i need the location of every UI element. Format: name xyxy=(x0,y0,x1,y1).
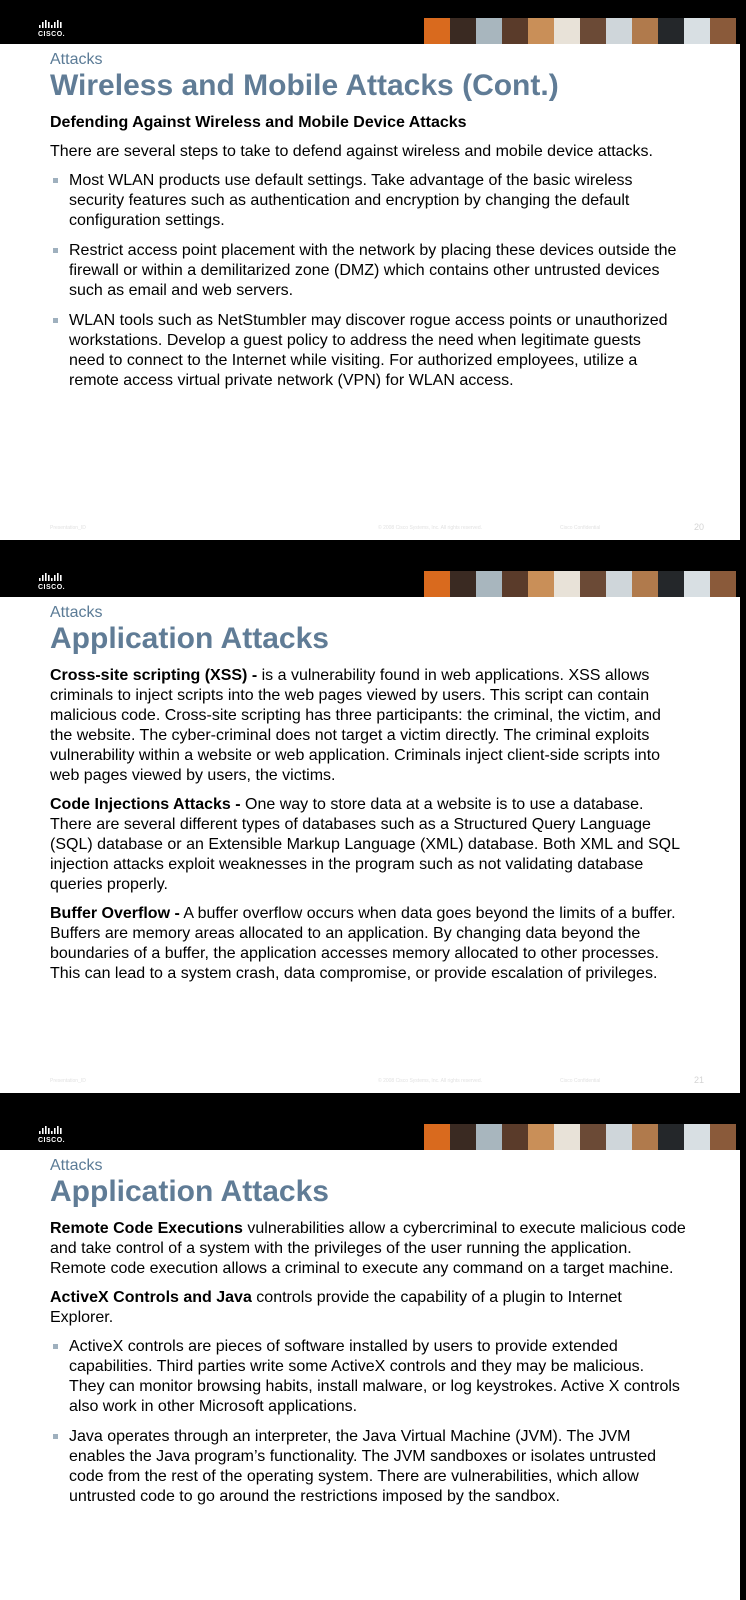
slide-number: 21 xyxy=(693,1075,704,1085)
bullet-list xyxy=(50,171,700,391)
header-photo xyxy=(580,18,606,44)
footer-presentation-id: Presentation_ID xyxy=(50,525,86,531)
cisco-bridge-icon xyxy=(38,573,64,583)
bullet-item xyxy=(50,1337,700,1417)
header-photo xyxy=(554,18,580,44)
footer-confidential: Cisco Confidential xyxy=(560,1078,601,1084)
slide-content xyxy=(0,1150,700,1507)
header-photo xyxy=(606,18,632,44)
term-description: A buffer overflow occurs when data goes beyond the limits of a buffer. Buffers are memory areas allocated to an application. By changing data beyond the boundaries of a buffer, the application accesses memory allocated to other processes. This can lead to a system crash, data compromise, or provide escalation of privileges. xyxy=(50,905,676,982)
term-label: Buffer Overflow - xyxy=(50,905,180,922)
slide-wireless-mobile-attacks xyxy=(0,0,740,540)
bullet-item xyxy=(50,241,700,301)
header-photo xyxy=(476,18,502,44)
slide-footer xyxy=(0,522,740,534)
paragraph-remote-code-execution xyxy=(50,1219,700,1279)
bullet-square-icon xyxy=(53,318,58,323)
bullet-text: ActiveX controls are pieces of software installed by users to provide extended capabilities. Third parties write some ActiveX controls and they may be malicious. They can monitor browsing habits, install malware, or log keystrokes. Active X controls also work in other Microsoft applications. xyxy=(69,1338,680,1415)
slide-application-attacks xyxy=(0,553,740,1093)
slide-content xyxy=(0,597,700,984)
bullet-item xyxy=(50,1427,700,1507)
header-photo xyxy=(450,18,476,44)
header-photo xyxy=(658,18,684,44)
bullet-text: Most WLAN products use default settings. Take advantage of the basic wireless security features such as authentication and encryption by changing the default configuration settings. xyxy=(69,172,633,229)
header-photo xyxy=(554,1124,580,1150)
bullet-square-icon xyxy=(53,1344,58,1349)
term-label: Code Injections Attacks - xyxy=(50,796,241,813)
header-photo xyxy=(606,1124,632,1150)
paragraph-activex-java xyxy=(50,1288,700,1328)
term-description: controls provide the capability of a plugin to Internet Explorer. xyxy=(50,1289,622,1326)
header-photo xyxy=(450,1124,476,1150)
header-photo xyxy=(658,571,684,597)
slide-title: Application Attacks xyxy=(50,622,329,655)
header-photo xyxy=(554,571,580,597)
slide-subheading: Defending Against Wireless and Mobile Device Attacks xyxy=(50,114,467,131)
term-label: Cross-site scripting (XSS) - xyxy=(50,667,258,684)
cisco-logo xyxy=(38,1126,72,1144)
cisco-bridge-icon xyxy=(38,20,64,30)
footer-copyright: © 2008 Cisco Systems, Inc. All rights reserved. xyxy=(378,525,483,531)
section-kicker: Attacks xyxy=(50,1157,103,1174)
bullet-square-icon xyxy=(53,248,58,253)
header-photo xyxy=(606,571,632,597)
header-photo xyxy=(632,1124,658,1150)
header-photo xyxy=(580,1124,606,1150)
bullet-text: WLAN tools such as NetStumbler may discover rogue access points or unauthorized workstations. Develop a guest policy to address the need when legitimate guests need to connect to the Internet while visiting. For authorized employees, utilize a remote access virtual private network (VPN) for WLAN access. xyxy=(69,312,668,389)
slide-title: Application Attacks xyxy=(50,1175,329,1208)
bullet-item xyxy=(50,171,700,231)
bullet-square-icon xyxy=(53,178,58,183)
bullet-item xyxy=(50,311,700,391)
slide-header xyxy=(0,0,740,44)
term-label: Remote Code Executions xyxy=(50,1220,243,1237)
slide-footer xyxy=(0,1075,740,1087)
section-kicker: Attacks xyxy=(50,51,103,68)
header-photo xyxy=(658,1124,684,1150)
cisco-logo xyxy=(38,573,72,591)
header-photo xyxy=(450,571,476,597)
bullet-square-icon xyxy=(53,1434,58,1439)
header-photo xyxy=(710,1124,736,1150)
footer-copyright: © 2008 Cisco Systems, Inc. All rights reserved. xyxy=(378,1078,483,1084)
intro-paragraph: There are several steps to take to defend against wireless and mobile device attacks. xyxy=(50,143,653,160)
slide-header xyxy=(0,1106,740,1150)
header-photo xyxy=(476,1124,502,1150)
header-photo xyxy=(684,18,710,44)
header-photo xyxy=(502,1124,528,1150)
bullet-text: Java operates through an interpreter, the Java Virtual Machine (JVM). The JVM enables the Java program’s functionality. The JVM sandboxes or isolates untrusted code from the rest of the operating system. There are vulnerabilities, which allow untrusted code to go around the restrictions imposed by the sandbox. xyxy=(69,1428,656,1505)
header-photo xyxy=(684,1124,710,1150)
header-photo xyxy=(632,18,658,44)
section-kicker: Attacks xyxy=(50,604,103,621)
paragraph-xss xyxy=(50,666,700,786)
header-photo xyxy=(710,571,736,597)
logo-wordmark: CISCO. xyxy=(38,31,66,38)
header-photo-strip xyxy=(424,18,736,44)
slide-title: Wireless and Mobile Attacks (Cont.) xyxy=(50,69,559,102)
header-photo xyxy=(528,1124,554,1150)
term-description: One way to store data at a website is to use a database. There are several different types of databases such as a Structured Query Language (SQL) database or an Extensible Markup Language (XML) database. Both XML and SQL injection attacks exploit weaknesses in the program such as not validating database queries properly. xyxy=(50,796,680,893)
header-photo xyxy=(710,18,736,44)
header-photo xyxy=(424,571,450,597)
bullet-list xyxy=(50,1337,700,1507)
paragraph-code-injection xyxy=(50,795,700,895)
footer-presentation-id: Presentation_ID xyxy=(50,1078,86,1084)
cisco-logo xyxy=(38,20,72,38)
header-photo-strip xyxy=(424,571,736,597)
header-photo xyxy=(476,571,502,597)
logo-wordmark: CISCO. xyxy=(38,1137,66,1144)
header-photo xyxy=(632,571,658,597)
header-photo xyxy=(684,571,710,597)
slide-number: 20 xyxy=(693,522,704,532)
header-photo xyxy=(502,571,528,597)
header-photo xyxy=(528,18,554,44)
slide-header xyxy=(0,553,740,597)
header-photo xyxy=(580,571,606,597)
slide-content xyxy=(0,44,700,391)
header-photo xyxy=(424,1124,450,1150)
cisco-bridge-icon xyxy=(38,1126,64,1136)
footer-confidential: Cisco Confidential xyxy=(560,525,601,531)
header-photo xyxy=(502,18,528,44)
header-photo-strip xyxy=(424,1124,736,1150)
header-photo xyxy=(528,571,554,597)
bullet-text: Restrict access point placement with the network by placing these devices outside the firewall or within a demilitarized zone (DMZ) which contains other untrusted devices such as email and web servers. xyxy=(69,242,677,299)
header-photo xyxy=(424,18,450,44)
term-description: is a vulnerability found in web applications. XSS allows criminals to inject scripts into the web pages viewed by users. This script can contain malicious code. Cross-site scripting has three participants: the criminal, the victim, and the website. The cyber-criminal does not target a victim directly. The criminal exploits vulnerability within a website or web application. Criminals inject client-side scripts into web pages viewed by users, the victims. xyxy=(50,667,661,784)
paragraph-buffer-overflow xyxy=(50,904,700,984)
slide-application-attacks-cont xyxy=(0,1106,740,1600)
term-description: vulnerabilities allow a cybercriminal to execute malicious code and take control of a system with the privileges of the user running the application. Remote code execution allows a criminal to execute any command on a target machine. xyxy=(50,1220,686,1277)
logo-wordmark: CISCO. xyxy=(38,584,66,591)
term-label: ActiveX Controls and Java xyxy=(50,1289,252,1306)
